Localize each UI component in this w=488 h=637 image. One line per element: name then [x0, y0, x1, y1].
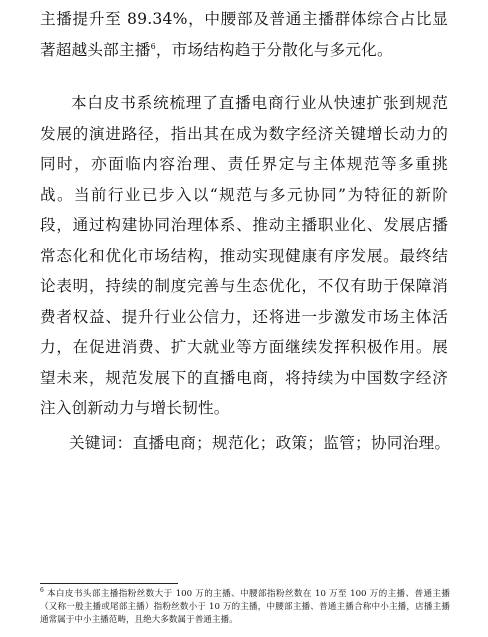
footnote-text: 本白皮书头部主播指粉丝数大于 100 万的主播、中腰部指粉丝数在 10 万至 100 万的主播、普通主播（又称一般主播或尾部主播）指粉丝数小于 10 万的主播，中腰部主播、普通主播合称中小主播，店播主播通常属于中小主播范畴，且绝大多数属于普通主播。	[40, 589, 451, 625]
footnote-marker: 6	[40, 587, 44, 595]
footnote	[40, 588, 450, 627]
footnote-divider	[40, 583, 178, 584]
paragraph-text: 主播提升至 89.34%，中腰部及普通主播群体综合占比显著超越头部主播	[40, 10, 448, 59]
paragraph-continuation	[40, 4, 448, 65]
summary-paragraph: 本白皮书系统梳理了直播电商行业从快速扩张到规范发展的演进路径，指出其在成为数字经济关键增长动力的同时，亦面临内容治理、责任界定与主体规范等多重挑战。当前行业已步入以“规范与多元协同”为特征的新阶段，通过构建协同治理体系、推动主播职业化、发展店播常态化和优化市场结构，推动实现健康有序发展。最终结论表明，持续的制度完善与生态优化，不仅有助于保障消费者权益、提升行业公信力，还将进一步激发市场主体活力，在促进消费、扩大就业等方面继续发挥积极作用。展望未来，规范发展下的直播电商，将持续为中国数字经济注入创新动力与增长韧性。	[40, 94, 448, 417]
paragraph-text-tail: ，市场结构趋于分散化与多元化。	[155, 40, 393, 59]
footnote-reference[interactable]: 6	[150, 41, 156, 51]
keywords-line: 关键词：直播电商；规范化；政策；监管；协同治理。	[69, 434, 451, 452]
